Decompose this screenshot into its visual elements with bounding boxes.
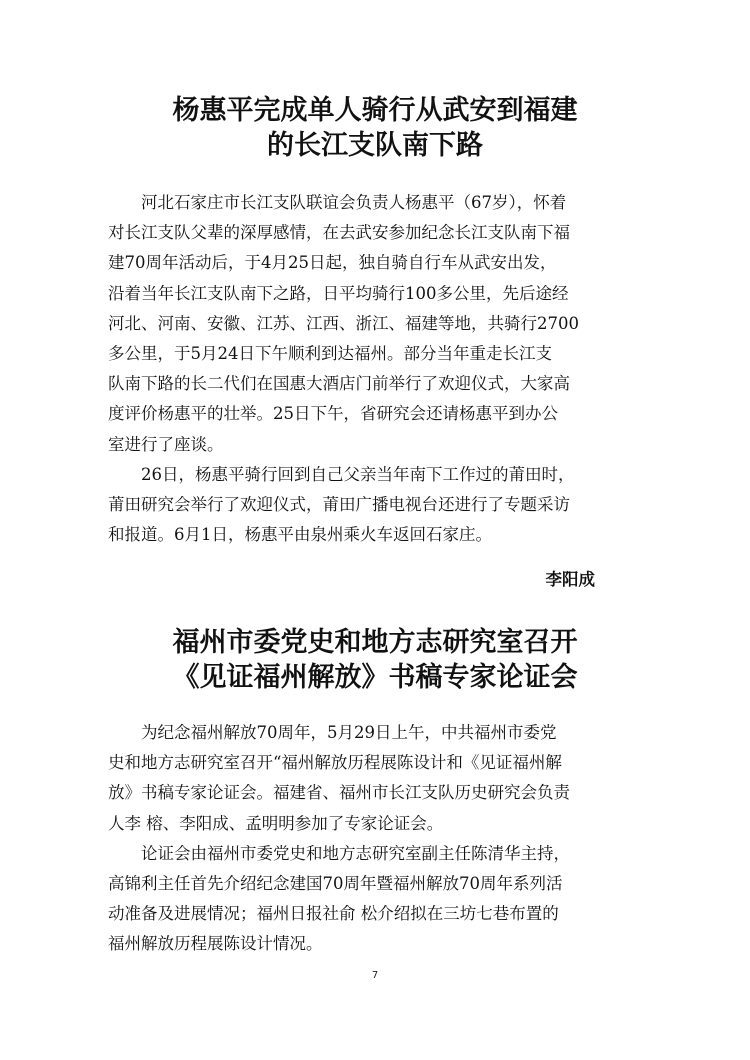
- article-2-title-line: 福州市委党史和地方志研究室召开: [172, 627, 578, 658]
- article-2-body-line: 史和地方志研究室召开“福州解放历程展陈设计和《见证福州解: [108, 753, 562, 773]
- article-2-body-line: 福州解放历程展陈设计情况。: [108, 934, 323, 954]
- article-1-title-line: 杨惠平完成单人骑行从武安到福建: [172, 95, 578, 126]
- article-1-body-line: 莆田研究会举行了欢迎仪式，莆田广播电视台还进行了专题采访: [108, 494, 570, 514]
- article-2-body-line: 放》书稿专家论证会。福建省、福州市长江支队历史研究会负责: [108, 783, 570, 803]
- article-1-body-line: 室进行了座谈。: [108, 434, 224, 454]
- article-2-title-line: 《见证福州解放》书稿专家论证会: [172, 662, 578, 693]
- article-2-body-line: 高锦利主任首先介绍纪念建国70周年暨福州解放70周年系列活: [108, 873, 563, 893]
- article-2-body-line: 人李 榕、李阳成、孟明明参加了专家论证会。: [108, 813, 444, 833]
- article-1-body: [108, 188, 636, 550]
- page-number: 7: [371, 970, 379, 981]
- article-1-body-line: 河北石家庄市长江支队联谊会负责人杨惠平（67岁），怀着: [108, 193, 567, 212]
- article-1-title: [90, 93, 660, 163]
- article-1-title-line: 的长江支队南下路: [267, 130, 483, 161]
- article-1-body-line: 和报道。6月1日，杨惠平由泉州乘火车返回石家庄。: [108, 525, 492, 545]
- article-1-body-line: 建70周年活动后，于4月25日起，独自骑自行车从武安出发，: [108, 253, 557, 273]
- article-2-body-line: 为纪念福州解放70周年，5月29日上午，中共福州市委党: [108, 723, 557, 742]
- article-1-body-line: 对长江支队父辈的深厚感情，在去武安参加纪念长江支队南下福: [108, 223, 570, 243]
- article-1-body-line: 度评价杨惠平的壮举。25日下午，省研究会还请杨惠平到办公: [108, 404, 558, 424]
- article-1-body-line: 队南下路的长二代们在国惠大酒店门前举行了欢迎仪式，大家高: [108, 374, 570, 394]
- article-1-author: 李阳成: [545, 570, 595, 589]
- article-1-body-line: 河北、河南、安徽、江苏、江西、浙江、福建等地，共骑行2700: [108, 313, 579, 333]
- article-2-body-line: 论证会由福州市委党史和地方志研究室副主任陈清华主持，: [108, 843, 570, 863]
- article-1-body-line: 多公里，于5月24日下午顺利到达福州。部分当年重走长江支: [108, 343, 552, 363]
- article-1-body-line: 26日，杨惠平骑行回到自己父亲当年南下工作过的莆田时，: [108, 464, 575, 484]
- article-2-body: [108, 718, 636, 960]
- article-2-body-line: 动准备及进展情况；福州日报社俞 松介绍拟在三坊七巷布置的: [108, 904, 559, 924]
- article-2-title: [90, 625, 660, 695]
- article-1-body-line: 沿着当年长江支队南下之路，日平均骑行100多公里，先后途经: [108, 283, 569, 303]
